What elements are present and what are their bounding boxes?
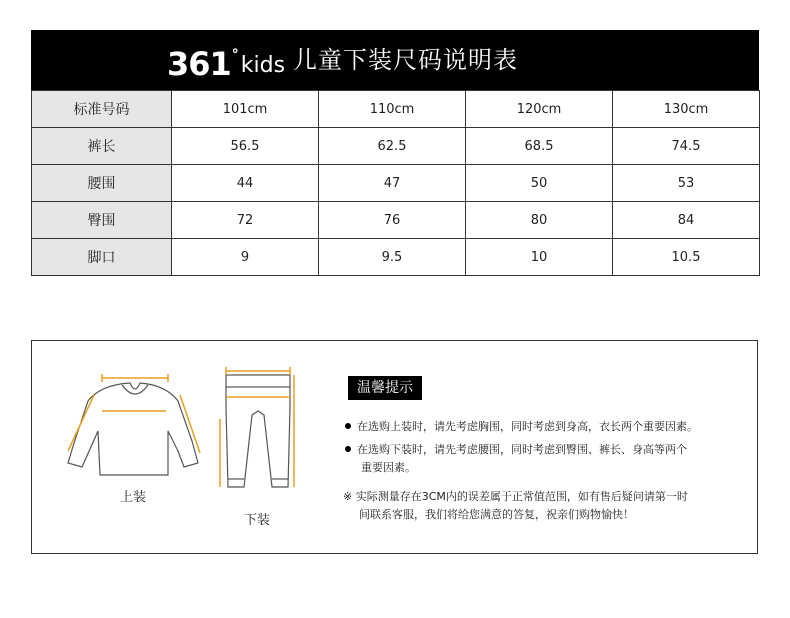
table-cell: 53 bbox=[613, 165, 760, 202]
brand-degree: ° bbox=[231, 47, 239, 63]
table-cell: 76 bbox=[319, 202, 466, 239]
brand-number: 361 bbox=[167, 45, 231, 83]
note-line1: 实际测量存在3CM内的误差属于正常值范围，如有售后疑问请第一时 bbox=[355, 490, 688, 503]
table-header-label: 标准号码 bbox=[32, 91, 172, 128]
row-label: 脚口 bbox=[32, 239, 172, 276]
table-cell: 68.5 bbox=[466, 128, 613, 165]
table-cell: 10 bbox=[466, 239, 613, 276]
table-row bbox=[32, 128, 760, 165]
tips-panel bbox=[31, 340, 758, 554]
tip-bullet-2-line2: 重要因素。 bbox=[361, 461, 416, 474]
table-header-size: 110cm bbox=[319, 91, 466, 128]
bottom-garment-label: 下装 bbox=[244, 513, 271, 528]
tip-bullet-2 bbox=[345, 441, 735, 477]
table-cell: 62.5 bbox=[319, 128, 466, 165]
tip-bullet-2-line1: 在选购下装时，请先考虑腰围，同时考虑到臀围、裤长、身高等两个 bbox=[357, 443, 687, 456]
brand-suffix: kids bbox=[240, 53, 286, 78]
row-label: 裤长 bbox=[32, 128, 172, 165]
page-title: 儿童下装尺码说明表 bbox=[293, 46, 518, 74]
table-header-size: 120cm bbox=[466, 91, 613, 128]
note-mark: ※ bbox=[343, 490, 353, 503]
table-cell: 10.5 bbox=[613, 239, 760, 276]
table-row bbox=[32, 165, 760, 202]
table-header-row bbox=[32, 91, 760, 128]
tip-note bbox=[343, 488, 743, 524]
table-cell: 47 bbox=[319, 165, 466, 202]
table-cell: 9.5 bbox=[319, 239, 466, 276]
header-banner bbox=[31, 30, 759, 90]
bullet-dot bbox=[345, 446, 351, 452]
table-cell: 44 bbox=[172, 165, 319, 202]
top-garment-label: 上装 bbox=[120, 490, 147, 505]
top-garment-diagram bbox=[60, 371, 230, 481]
row-label: 腰围 bbox=[32, 165, 172, 202]
table-cell: 50 bbox=[466, 165, 613, 202]
row-label: 臀围 bbox=[32, 202, 172, 239]
bottom-garment-diagram bbox=[218, 367, 298, 503]
table-cell: 72 bbox=[172, 202, 319, 239]
size-table bbox=[31, 90, 760, 276]
note-line2: 间联系客服，我们将给您满意的答复，祝亲们购物愉快！ bbox=[359, 508, 634, 521]
table-cell: 9 bbox=[172, 239, 319, 276]
brand-logo bbox=[167, 39, 285, 83]
table-header-size: 101cm bbox=[172, 91, 319, 128]
tip-bullet-1 bbox=[345, 418, 735, 436]
table-cell: 74.5 bbox=[613, 128, 760, 165]
bullet-dot bbox=[345, 423, 351, 429]
table-header-size: 130cm bbox=[613, 91, 760, 128]
table-cell: 80 bbox=[466, 202, 613, 239]
table-row bbox=[32, 202, 760, 239]
table-row bbox=[32, 239, 760, 276]
tip-bullet-1-text: 在选购上装时，请先考虑胸围，同时考虑到身高，衣长两个重要因素。 bbox=[357, 420, 698, 433]
table-cell: 84 bbox=[613, 202, 760, 239]
table-cell: 56.5 bbox=[172, 128, 319, 165]
tips-title: 温馨提示 bbox=[348, 376, 422, 400]
